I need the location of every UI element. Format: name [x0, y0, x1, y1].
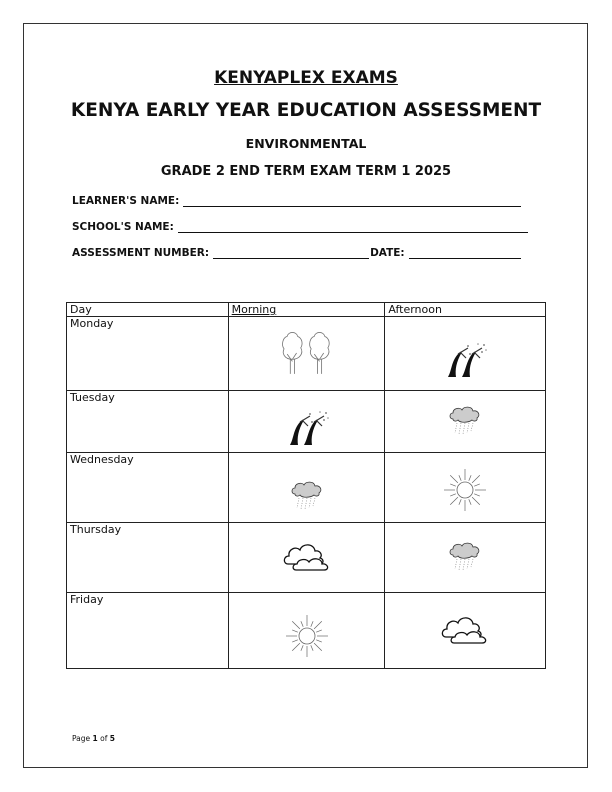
table-row	[67, 453, 546, 523]
day-cell: Friday	[67, 593, 229, 669]
morning-cell	[228, 453, 385, 523]
afternoon-cell	[385, 523, 546, 593]
brand-title: KENYAPLEX EXAMS	[214, 68, 398, 88]
page-total: 5	[109, 734, 115, 743]
morning-cell	[228, 391, 385, 453]
rain-cloud-icon	[448, 561, 482, 574]
sun-icon	[285, 648, 329, 661]
school-name-field	[72, 221, 528, 233]
exam-title: GRADE 2 END TERM EXAM TERM 1 2025	[160, 164, 452, 179]
table-row	[67, 391, 546, 453]
cloud-icon	[282, 562, 332, 575]
page-prefix: Page	[72, 734, 93, 743]
learner-name-line[interactable]	[183, 195, 521, 207]
header-afternoon: Afternoon	[385, 303, 546, 317]
table-row	[67, 523, 546, 593]
subject-title: ENVIRONMENTAL	[245, 136, 367, 151]
morning-cell	[228, 317, 385, 391]
school-name-line[interactable]	[178, 221, 528, 233]
cloud-icon	[440, 635, 490, 648]
assessment-number-label: ASSESSMENT NUMBER:	[72, 247, 210, 259]
assessment-number-field	[72, 247, 521, 259]
rain-cloud-icon	[290, 500, 324, 513]
day-cell: Wednesday	[67, 453, 229, 523]
afternoon-cell	[385, 317, 546, 391]
assessment-number-line[interactable]	[213, 247, 369, 259]
table-row	[67, 317, 546, 391]
windy-trees-icon	[442, 368, 488, 381]
morning-cell	[228, 523, 385, 593]
sun-icon	[443, 502, 487, 515]
day-cell: Tuesday	[67, 391, 229, 453]
assessment-title: KENYA EARLY YEAR EDUCATION ASSESSMENT	[70, 100, 542, 121]
morning-cell	[228, 593, 385, 669]
page-number	[72, 734, 115, 743]
windy-trees-icon	[284, 436, 330, 449]
date-line[interactable]	[409, 247, 521, 259]
day-cell: Thursday	[67, 523, 229, 593]
day-cell: Monday	[67, 317, 229, 391]
afternoon-cell	[385, 593, 546, 669]
learner-name-field	[72, 195, 521, 207]
calm-trees-icon	[279, 366, 335, 379]
page-current: 1	[92, 734, 98, 743]
afternoon-cell	[385, 391, 546, 453]
date-label: DATE:	[370, 247, 405, 259]
weather-table	[66, 302, 546, 669]
table-row	[67, 593, 546, 669]
learner-name-label: LEARNER'S NAME:	[72, 195, 180, 207]
rain-cloud-icon	[448, 425, 482, 438]
school-name-label: SCHOOL'S NAME:	[72, 221, 174, 233]
header-day: Day	[67, 303, 229, 317]
page-of: of	[97, 734, 110, 743]
header-morning: Morning	[228, 303, 385, 317]
afternoon-cell	[385, 453, 546, 523]
table-header-row	[67, 303, 546, 317]
